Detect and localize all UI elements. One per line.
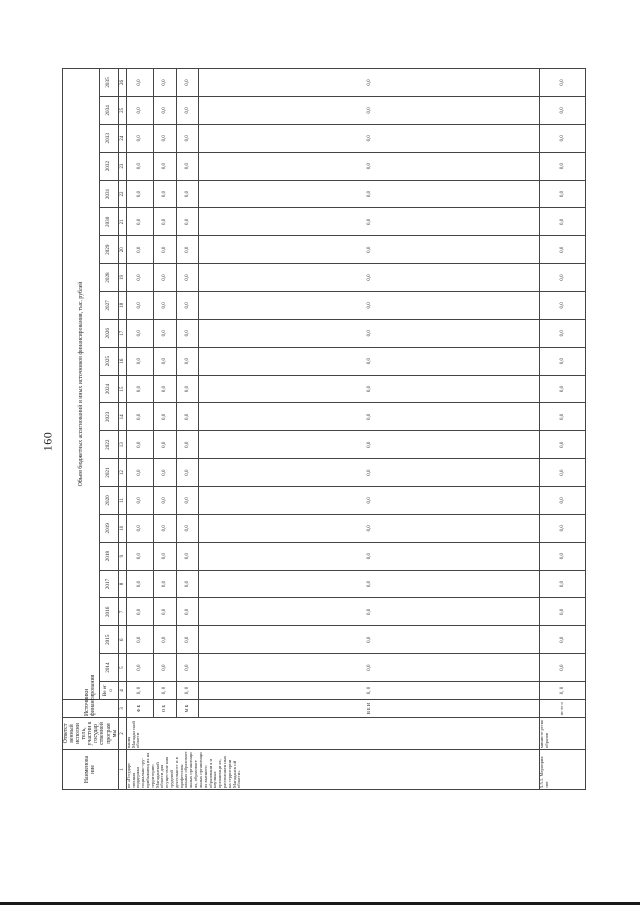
row-executor: министе рство образов [540, 718, 585, 750]
year-value: 0,0 [199, 69, 540, 97]
table-row [176, 69, 199, 790]
year-value: 0,0 [176, 96, 199, 124]
header-sources: Источники финансирования [63, 700, 119, 718]
year-value: 0,0 [199, 208, 540, 236]
column-number: 8 [118, 570, 126, 598]
year-value: 0,0 [540, 124, 585, 152]
year-value: 0,0 [153, 180, 176, 208]
column-number: 17 [118, 319, 126, 347]
table-body [126, 69, 585, 790]
year-value: 0,0 [540, 403, 585, 431]
year-value: 0,0 [540, 180, 585, 208]
column-number: 9 [118, 542, 126, 570]
column-number: 7 [118, 598, 126, 626]
year-value: 0,0 [540, 152, 585, 180]
column-number: 2 [118, 718, 126, 750]
table-row [126, 69, 153, 790]
column-number: 4 [118, 682, 126, 700]
year-value: 0,0 [199, 96, 540, 124]
column-number: 16 [118, 347, 126, 375]
year-value: 0,0 [126, 180, 153, 208]
year-value: 0,0 [153, 542, 176, 570]
year-value: 0,0 [540, 69, 585, 97]
year-value: 0,0 [540, 347, 585, 375]
year-value: 0,0 [126, 69, 153, 97]
year-value: 0,0 [176, 69, 199, 97]
column-number-row [118, 69, 126, 790]
year-value: 0,0 [126, 598, 153, 626]
year-value: 0,0 [176, 459, 199, 487]
year-value: 0,0 [199, 124, 540, 152]
column-number: 20 [118, 236, 126, 264]
year-header: 2033 [99, 124, 118, 152]
year-value: 0,0 [126, 208, 153, 236]
year-value: 0,0 [153, 291, 176, 319]
funding-source: Ф Б [126, 700, 153, 718]
year-header: 2016 [99, 598, 118, 626]
year-value: 0,0 [540, 654, 585, 682]
year-value: 0,0 [199, 542, 540, 570]
year-header: 2015 [99, 626, 118, 654]
total-value: 0, 0 [199, 682, 540, 700]
year-value: 0,0 [153, 598, 176, 626]
table-row [540, 69, 585, 790]
year-value: 0,0 [176, 152, 199, 180]
year-value: 0,0 [153, 124, 176, 152]
year-value: 0,0 [126, 124, 153, 152]
year-value: 0,0 [199, 152, 540, 180]
year-value: 0,0 [126, 375, 153, 403]
year-value: 0,0 [176, 236, 199, 264]
table-row [199, 69, 540, 790]
year-header: 2024 [99, 375, 118, 403]
year-value: 0,0 [153, 152, 176, 180]
year-value: 0,0 [199, 459, 540, 487]
column-number: 23 [118, 152, 126, 180]
year-value: 0,0 [540, 626, 585, 654]
column-number: 1 [118, 750, 126, 790]
column-number: 18 [118, 291, 126, 319]
year-value: 0,0 [176, 514, 199, 542]
column-number: 22 [118, 180, 126, 208]
year-value: 0,0 [126, 459, 153, 487]
column-number: 15 [118, 375, 126, 403]
column-number: 5 [118, 654, 126, 682]
header-name: Наименова ние [63, 750, 119, 790]
year-value: 0,0 [199, 291, 540, 319]
year-value: 0,0 [176, 180, 199, 208]
year-value: 0,0 [176, 598, 199, 626]
year-value: 0,0 [153, 236, 176, 264]
year-value: 0,0 [176, 542, 199, 570]
year-value: 0,0 [153, 69, 176, 97]
year-header: 2020 [99, 486, 118, 514]
budget-table [62, 68, 586, 790]
column-number: 19 [118, 264, 126, 292]
year-value: 0,0 [540, 291, 585, 319]
year-value: 0,0 [176, 124, 199, 152]
year-value: 0,0 [153, 459, 176, 487]
year-value: 0,0 [153, 626, 176, 654]
year-header: 2029 [99, 236, 118, 264]
year-value: 0,0 [199, 514, 540, 542]
year-value: 0,0 [176, 403, 199, 431]
year-value: 0,0 [126, 514, 153, 542]
year-value: 0,0 [126, 431, 153, 459]
column-number: 14 [118, 403, 126, 431]
year-header: 2022 [99, 431, 118, 459]
year-value: 0,0 [540, 431, 585, 459]
header-total: Ве ег о [99, 682, 118, 700]
year-value: 0,0 [199, 431, 540, 459]
year-header: 2017 [99, 570, 118, 598]
year-header: 2035 [99, 69, 118, 97]
year-value: 0,0 [153, 264, 176, 292]
year-value: 0,0 [540, 570, 585, 598]
year-row [99, 69, 118, 790]
column-number: 3 [118, 700, 126, 718]
year-value: 0,0 [176, 570, 199, 598]
column-number: 25 [118, 96, 126, 124]
year-value: 0,0 [153, 403, 176, 431]
year-value: 0,0 [176, 654, 199, 682]
year-value: 0,0 [176, 291, 199, 319]
year-value: 0,0 [199, 654, 540, 682]
column-number: 24 [118, 124, 126, 152]
column-number: 13 [118, 431, 126, 459]
year-header: 2021 [99, 459, 118, 487]
year-value: 0,0 [153, 514, 176, 542]
year-value: 0,0 [176, 431, 199, 459]
year-value: 0,0 [540, 96, 585, 124]
year-value: 0,0 [126, 626, 153, 654]
year-value: 0,0 [126, 570, 153, 598]
year-value: 0,0 [540, 319, 585, 347]
rotated-table-area [62, 68, 565, 790]
year-value: 0,0 [153, 347, 176, 375]
year-header: 2018 [99, 542, 118, 570]
year-value: 0,0 [199, 375, 540, 403]
year-value: 0,0 [540, 514, 585, 542]
year-value: 0,0 [540, 459, 585, 487]
total-value: 0, 0 [176, 682, 199, 700]
year-value: 0,0 [540, 598, 585, 626]
year-value: 0,0 [176, 486, 199, 514]
total-value: 0, 0 [126, 682, 153, 700]
year-value: 0,0 [199, 486, 540, 514]
year-value: 0,0 [540, 542, 585, 570]
funding-source: В Б И [199, 700, 540, 718]
year-value: 0,0 [176, 375, 199, 403]
year-header: 2025 [99, 347, 118, 375]
column-number: 12 [118, 459, 126, 487]
funding-source: вс ег о [540, 700, 585, 718]
year-header: 2032 [99, 152, 118, 180]
year-value: 0,0 [126, 96, 153, 124]
year-value: 0,0 [199, 236, 540, 264]
column-number: 10 [118, 514, 126, 542]
column-number: 11 [118, 486, 126, 514]
year-value: 0,0 [176, 626, 199, 654]
year-value: 0,0 [153, 96, 176, 124]
year-value: 0,0 [199, 180, 540, 208]
year-header: 2028 [99, 264, 118, 292]
year-header: 2026 [99, 319, 118, 347]
year-value: 0,0 [199, 570, 540, 598]
year-value: 0,0 [540, 375, 585, 403]
year-value: 0,0 [153, 486, 176, 514]
year-header: 2030 [99, 208, 118, 236]
year-header: 2019 [99, 514, 118, 542]
column-number: 21 [118, 208, 126, 236]
year-value: 0,0 [199, 264, 540, 292]
year-value: 0,0 [176, 208, 199, 236]
year-value: 0,0 [153, 319, 176, 347]
year-value: 0,0 [153, 654, 176, 682]
year-value: 0,0 [153, 208, 176, 236]
year-value: 0,0 [153, 570, 176, 598]
funding-source: М Б [176, 700, 199, 718]
total-value: 0, 0 [540, 682, 585, 700]
header-volume: Объем бюджетных ассигнований и иных источников финансирования, тыс. рублей [63, 69, 100, 700]
row-name: 5.5.1. Мероприя тие [540, 750, 585, 790]
year-header: 2031 [99, 180, 118, 208]
total-value: 0, 0 [153, 682, 176, 700]
year-value: 0,0 [176, 264, 199, 292]
table-row [153, 69, 176, 790]
year-value: 0,0 [126, 291, 153, 319]
year-value: 0,0 [540, 264, 585, 292]
year-value: 0,0 [126, 654, 153, 682]
table-wrapper [62, 68, 565, 790]
column-number: 6 [118, 626, 126, 654]
year-value: 0,0 [126, 347, 153, 375]
year-header: 2034 [99, 96, 118, 124]
year-header: 2014 [99, 654, 118, 682]
year-value: 0,0 [126, 486, 153, 514]
year-value: 0,0 [126, 542, 153, 570]
column-number: 26 [118, 69, 126, 97]
year-value: 0,0 [199, 319, 540, 347]
row-executor: вания Магадан ской области [126, 718, 539, 750]
year-value: 0,0 [176, 319, 199, 347]
year-value: 0,0 [126, 264, 153, 292]
year-value: 0,0 [540, 236, 585, 264]
year-value: 0,0 [540, 208, 585, 236]
year-value: 0,0 [126, 403, 153, 431]
year-value: 0,0 [540, 486, 585, 514]
year-value: 0,0 [199, 403, 540, 431]
year-header: 2027 [99, 291, 118, 319]
year-value: 0,0 [126, 152, 153, 180]
year-value: 0,0 [199, 347, 540, 375]
year-value: 0,0 [153, 431, 176, 459]
year-value: 0,0 [199, 626, 540, 654]
header-executor: Ответст венный исполни тель, участни к государ ственной програм мы [63, 718, 119, 750]
year-value: 0,0 [126, 236, 153, 264]
year-header: 2023 [99, 403, 118, 431]
year-value: 0,0 [176, 347, 199, 375]
page-number: 160 [40, 431, 55, 452]
funding-source: О Б [153, 700, 176, 718]
year-value: 0,0 [153, 375, 176, 403]
row-name: ие «Государс твенная поддержка социально-тру- прибывающ их на территорию Магаданской области для осуществле ния трудовой деятельност и в профессион альных образовате льных организаци ях, образовате льных организаци ях высшего образовани я и научных организаци ях, расположен ных на территории Магаданск ой области» [126, 750, 539, 790]
year-value: 0,0 [199, 598, 540, 626]
year-value: 0,0 [126, 319, 153, 347]
